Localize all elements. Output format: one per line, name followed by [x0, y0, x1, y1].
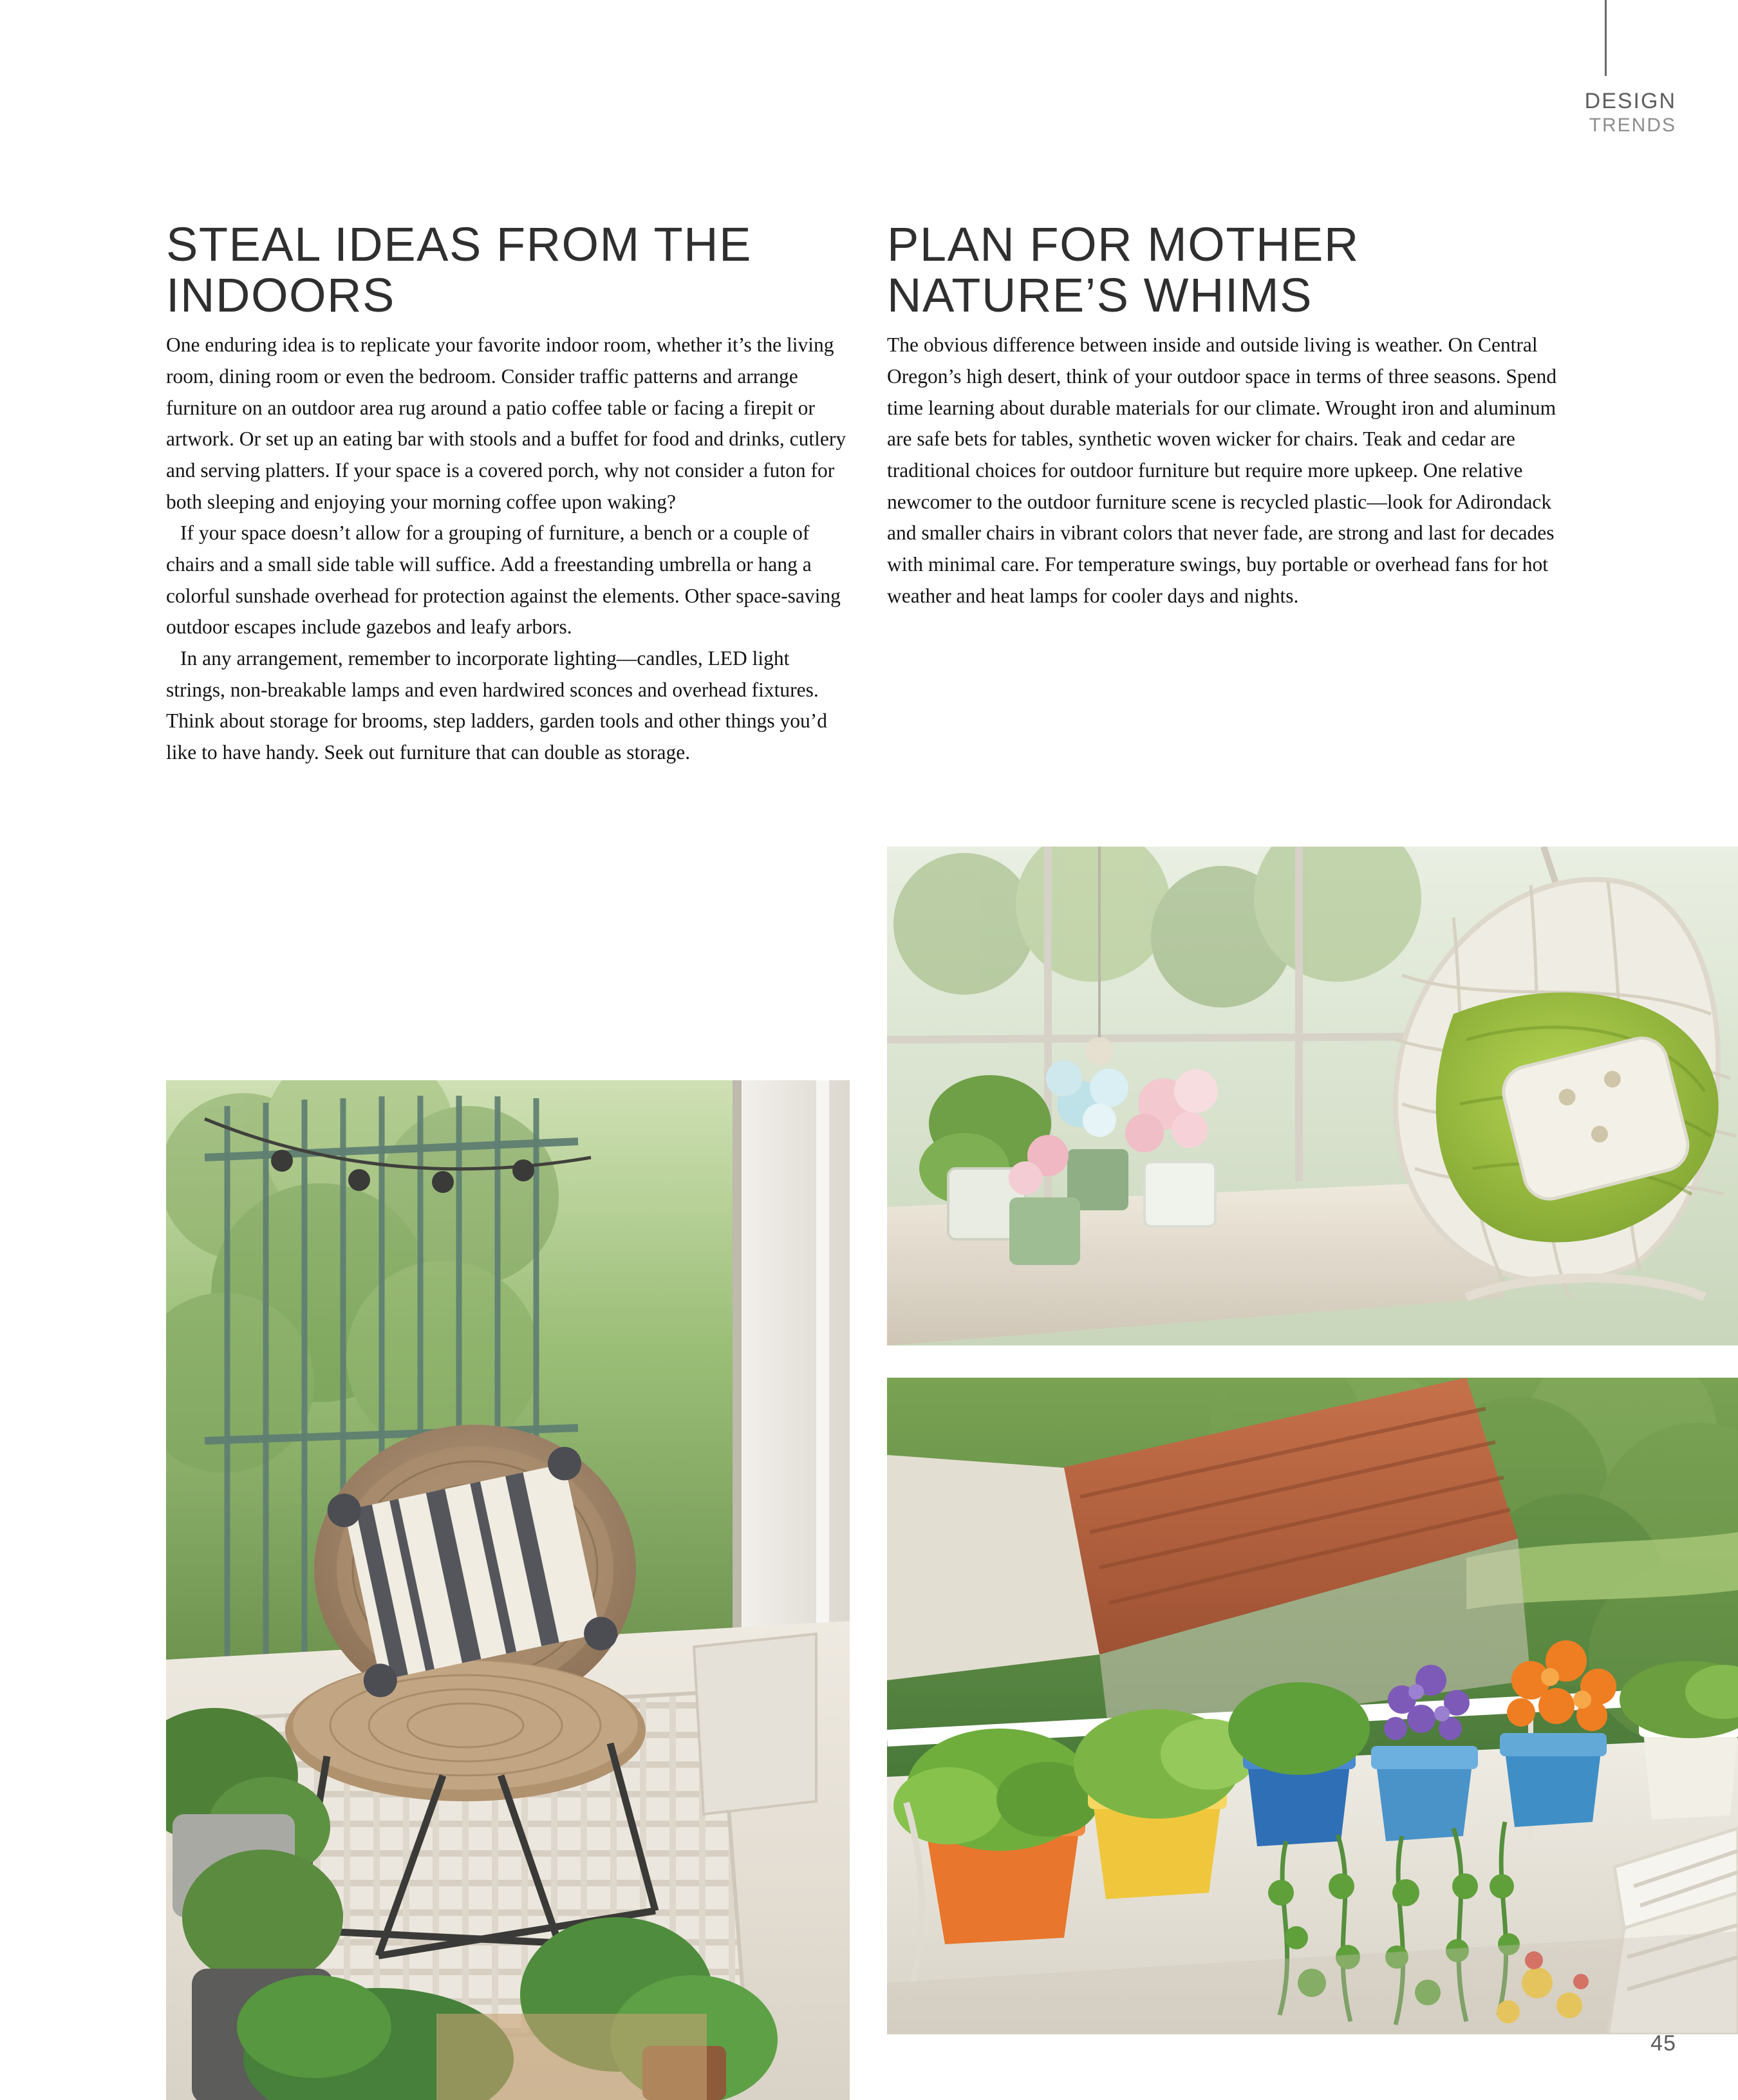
- running-head-design: DESIGN: [1584, 89, 1676, 113]
- photo-balcony-garden: [887, 1378, 1738, 2034]
- photo-balcony-chair: [166, 1080, 850, 2100]
- left-column-headline: STEAL IDEAS FROM THE INDOORS: [166, 218, 752, 323]
- photo-hanging-egg-chair: [887, 847, 1738, 1345]
- right-column-headline: PLAN FOR MOTHER NATURE’S WHIMS: [887, 218, 1360, 323]
- running-head-rule: [1605, 0, 1607, 76]
- left-column: [166, 219, 848, 769]
- running-head-trends: TRENDS: [1589, 115, 1676, 136]
- left-column-paragraph-3: In any arrangement, remember to incorporate lighting—candles, LED light strings, non-breakable lamps and even hardwired sconces and overhead fixtures. Think about storage for brooms, step ladders, garden tools and other things you’d like to have handy. Seek out furniture that can double as storage.: [166, 646, 828, 764]
- running-head: [1483, 0, 1676, 136]
- page-number: 45: [1650, 2031, 1676, 2056]
- left-column-paragraph-1: One enduring idea is to replicate your favorite indoor room, whether it’s the living room, dining room or even the bedroom. Consider traffic patterns and arrange furniture on an outdoor area rug around a patio coffee table or facing a firepit or artwork. Or set up an eating bar with stools and a buffet for food and drinks, cutlery and serving platters. If your space is a covered porch, why not consider a futon for both sleeping and enjoying your morning coffee upon waking?: [166, 333, 846, 513]
- left-column-paragraph-2: If your space doesn’t allow for a grouping of furniture, a bench or a couple of chairs and a small side table will suffice. Add a freestanding umbrella or hang a colorful sunshade overhead for protection against the elements. Other space-saving outdoor escapes include gazebos and leafy arbors.: [166, 521, 841, 639]
- right-column-paragraph-1: The obvious difference between inside and outside living is weather. On Central Oregon’s high desert, think of your outdoor space in terms of three seasons. Spend time learning about durable materials for our climate. Wrought iron and aluminum are safe bets for tables, synthetic woven wicker for chairs. Teak and cedar are traditional choices for outdoor furniture but require more upkeep. One relative newcomer to the outdoor furniture scene is recycled plastic—look for Adirondack and smaller chairs in vibrant colors that never fade, are strong and last for decades with minimal care. For temperature swings, buy portable or overhead fans for hot weather and heat lamps for cooler days and nights.: [887, 333, 1557, 607]
- right-column: [887, 219, 1569, 612]
